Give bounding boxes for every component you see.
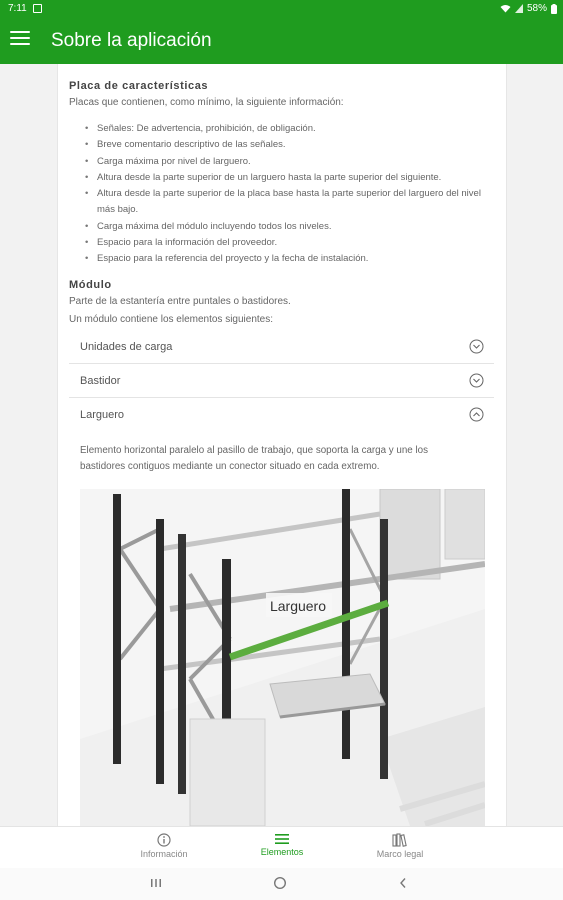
list-item: • Señales: De advertencia, prohibición, de obligación. [69,121,499,137]
rack-drawing [80,489,485,826]
list-item: • Altura desde la parte superior de un larguero hasta la parte superior del siguiente. [69,170,499,186]
notification-icon [33,4,42,13]
placa-list [69,121,499,268]
accordion-larguero[interactable] [69,398,494,432]
accordion-label: Bastidor [80,375,121,387]
status-time: 7:11 [8,3,27,14]
battery-icon [551,4,557,14]
list-item: • Carga máxima del módulo incluyendo todos los niveles. [69,219,499,235]
chevron-up-icon[interactable] [469,407,484,422]
status-bar [0,0,563,18]
list-item: • Altura desde la parte superior de la placa base hasta la parte superior del larguero del nivel más bajo. [69,186,499,219]
nav-label: Marco legal [376,849,424,859]
larguero-label: Larguero [269,598,327,614]
wifi-icon [500,4,511,13]
accordion-unidades-de-carga[interactable] [69,330,494,364]
battery-level: 58% [526,3,547,14]
page-title: Sobre la aplicación [51,30,212,51]
home-icon[interactable] [273,876,287,890]
main-content[interactable] [57,64,507,826]
nav-marco-legal[interactable] [350,833,450,859]
nav-informacion[interactable] [114,833,214,859]
nav-label: Información [140,849,188,859]
signal-icon [515,4,523,13]
larguero-description: Elemento horizontal paralelo al pasillo de trabajo, que soporta la carga y une los bastidores contiguos mediante un conector situado en cada extremo. [80,445,429,472]
modulo-title: Módulo [69,279,112,291]
accordion-label: Larguero [80,409,125,421]
recent-apps-icon[interactable] [150,876,162,890]
rack-illustration [80,489,485,826]
app-bar [0,18,563,64]
list-item: • Breve comentario descriptivo de las señales. [69,137,499,153]
menu-icon[interactable] [10,31,30,51]
list-icon [275,833,289,845]
system-nav-bar [0,868,563,900]
info-icon [157,833,171,847]
nav-label: Elementos [260,847,304,857]
accordion-bastidor[interactable] [69,364,494,398]
list-item: • Espacio para la información del proveedor. [69,235,499,251]
modulo-desc-2: Un módulo contiene los elementos siguientes: [69,314,274,325]
placa-title: Placa de características [69,80,209,92]
books-icon [392,833,408,847]
bottom-nav [0,826,563,868]
back-icon[interactable] [398,876,408,890]
list-item: • Carga máxima por nivel de larguero. [69,154,499,170]
chevron-down-icon[interactable] [469,373,484,388]
modulo-desc: Parte de la estantería entre puntales o bastidores. [69,296,291,307]
status-indicators [500,3,557,14]
list-item: • Espacio para la referencia del proyecto y la fecha de instalación. [69,251,499,267]
placa-intro: Placas que contienen, como mínimo, la siguiente información: [69,97,344,108]
accordion-label: Unidades de carga [80,341,173,353]
chevron-down-icon[interactable] [469,339,484,354]
nav-elementos[interactable] [232,833,332,857]
